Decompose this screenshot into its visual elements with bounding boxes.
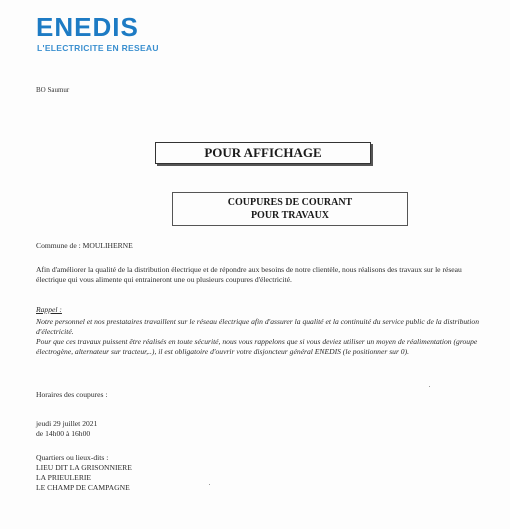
rappel-paragraph-2: Pour que ces travaux puissent être réalisés en toute sécurité, nous vous rappelons que si vous deviez utiliser un moyen de réalimentation (groupe électrogène, alternateur sur tracteur,..), il est obligatoire d'ouvrir votre disjoncteur général ENEDIS (le positionner sur 0). xyxy=(36,337,478,356)
quartier-item: LIEU DIT LA GRISONNIERE xyxy=(36,463,132,472)
enedis-logo xyxy=(36,14,166,56)
pour-affichage-box xyxy=(155,142,371,164)
horaires-title: Horaires des coupures : xyxy=(36,390,108,399)
sender-office: BO Saumur xyxy=(36,86,70,94)
outage-time: de 14h00 à 16h00 xyxy=(36,429,91,438)
quartier-item: LA PRIEULERIE xyxy=(36,473,92,482)
logo-tagline: L'ELECTRICITE EN RESEAU xyxy=(37,43,159,53)
rappel-paragraph-1: Notre personnel et nos prestataires travaillent sur le réseau électrique afin d'assurer la qualité et la continuité du service public de la distribution d'électricité. xyxy=(36,317,479,336)
outage-date: jeudi 29 juillet 2021 xyxy=(36,419,98,428)
scan-speck xyxy=(209,484,210,485)
quartiers-title: Quartiers ou lieux-dits : xyxy=(36,453,109,462)
rappel-title: Rappel : xyxy=(36,305,62,314)
scan-speck xyxy=(429,386,430,387)
coupures-box xyxy=(172,192,408,226)
intro-paragraph: Afin d'améliorer la qualité de la distribution électrique et de répondre aux besoins de notre clientèle, nous réalisons des travaux sur le réseau électrique qui vous alimente qui entraineront une ou plusieurs coupures d'électricité. xyxy=(36,265,462,284)
coupures-title-line2: POUR TRAVAUX xyxy=(250,210,330,221)
commune-line: Commune de : MOULIHERNE xyxy=(36,241,133,250)
quartier-item: LE CHAMP DE CAMPAGNE xyxy=(36,483,130,492)
rappel-body xyxy=(36,317,491,357)
logo-wordmark: ENEDIS xyxy=(36,12,139,42)
pour-affichage-title: POUR AFFICHAGE xyxy=(204,145,322,160)
coupures-title-line1: COUPURES DE COURANT xyxy=(227,197,353,208)
